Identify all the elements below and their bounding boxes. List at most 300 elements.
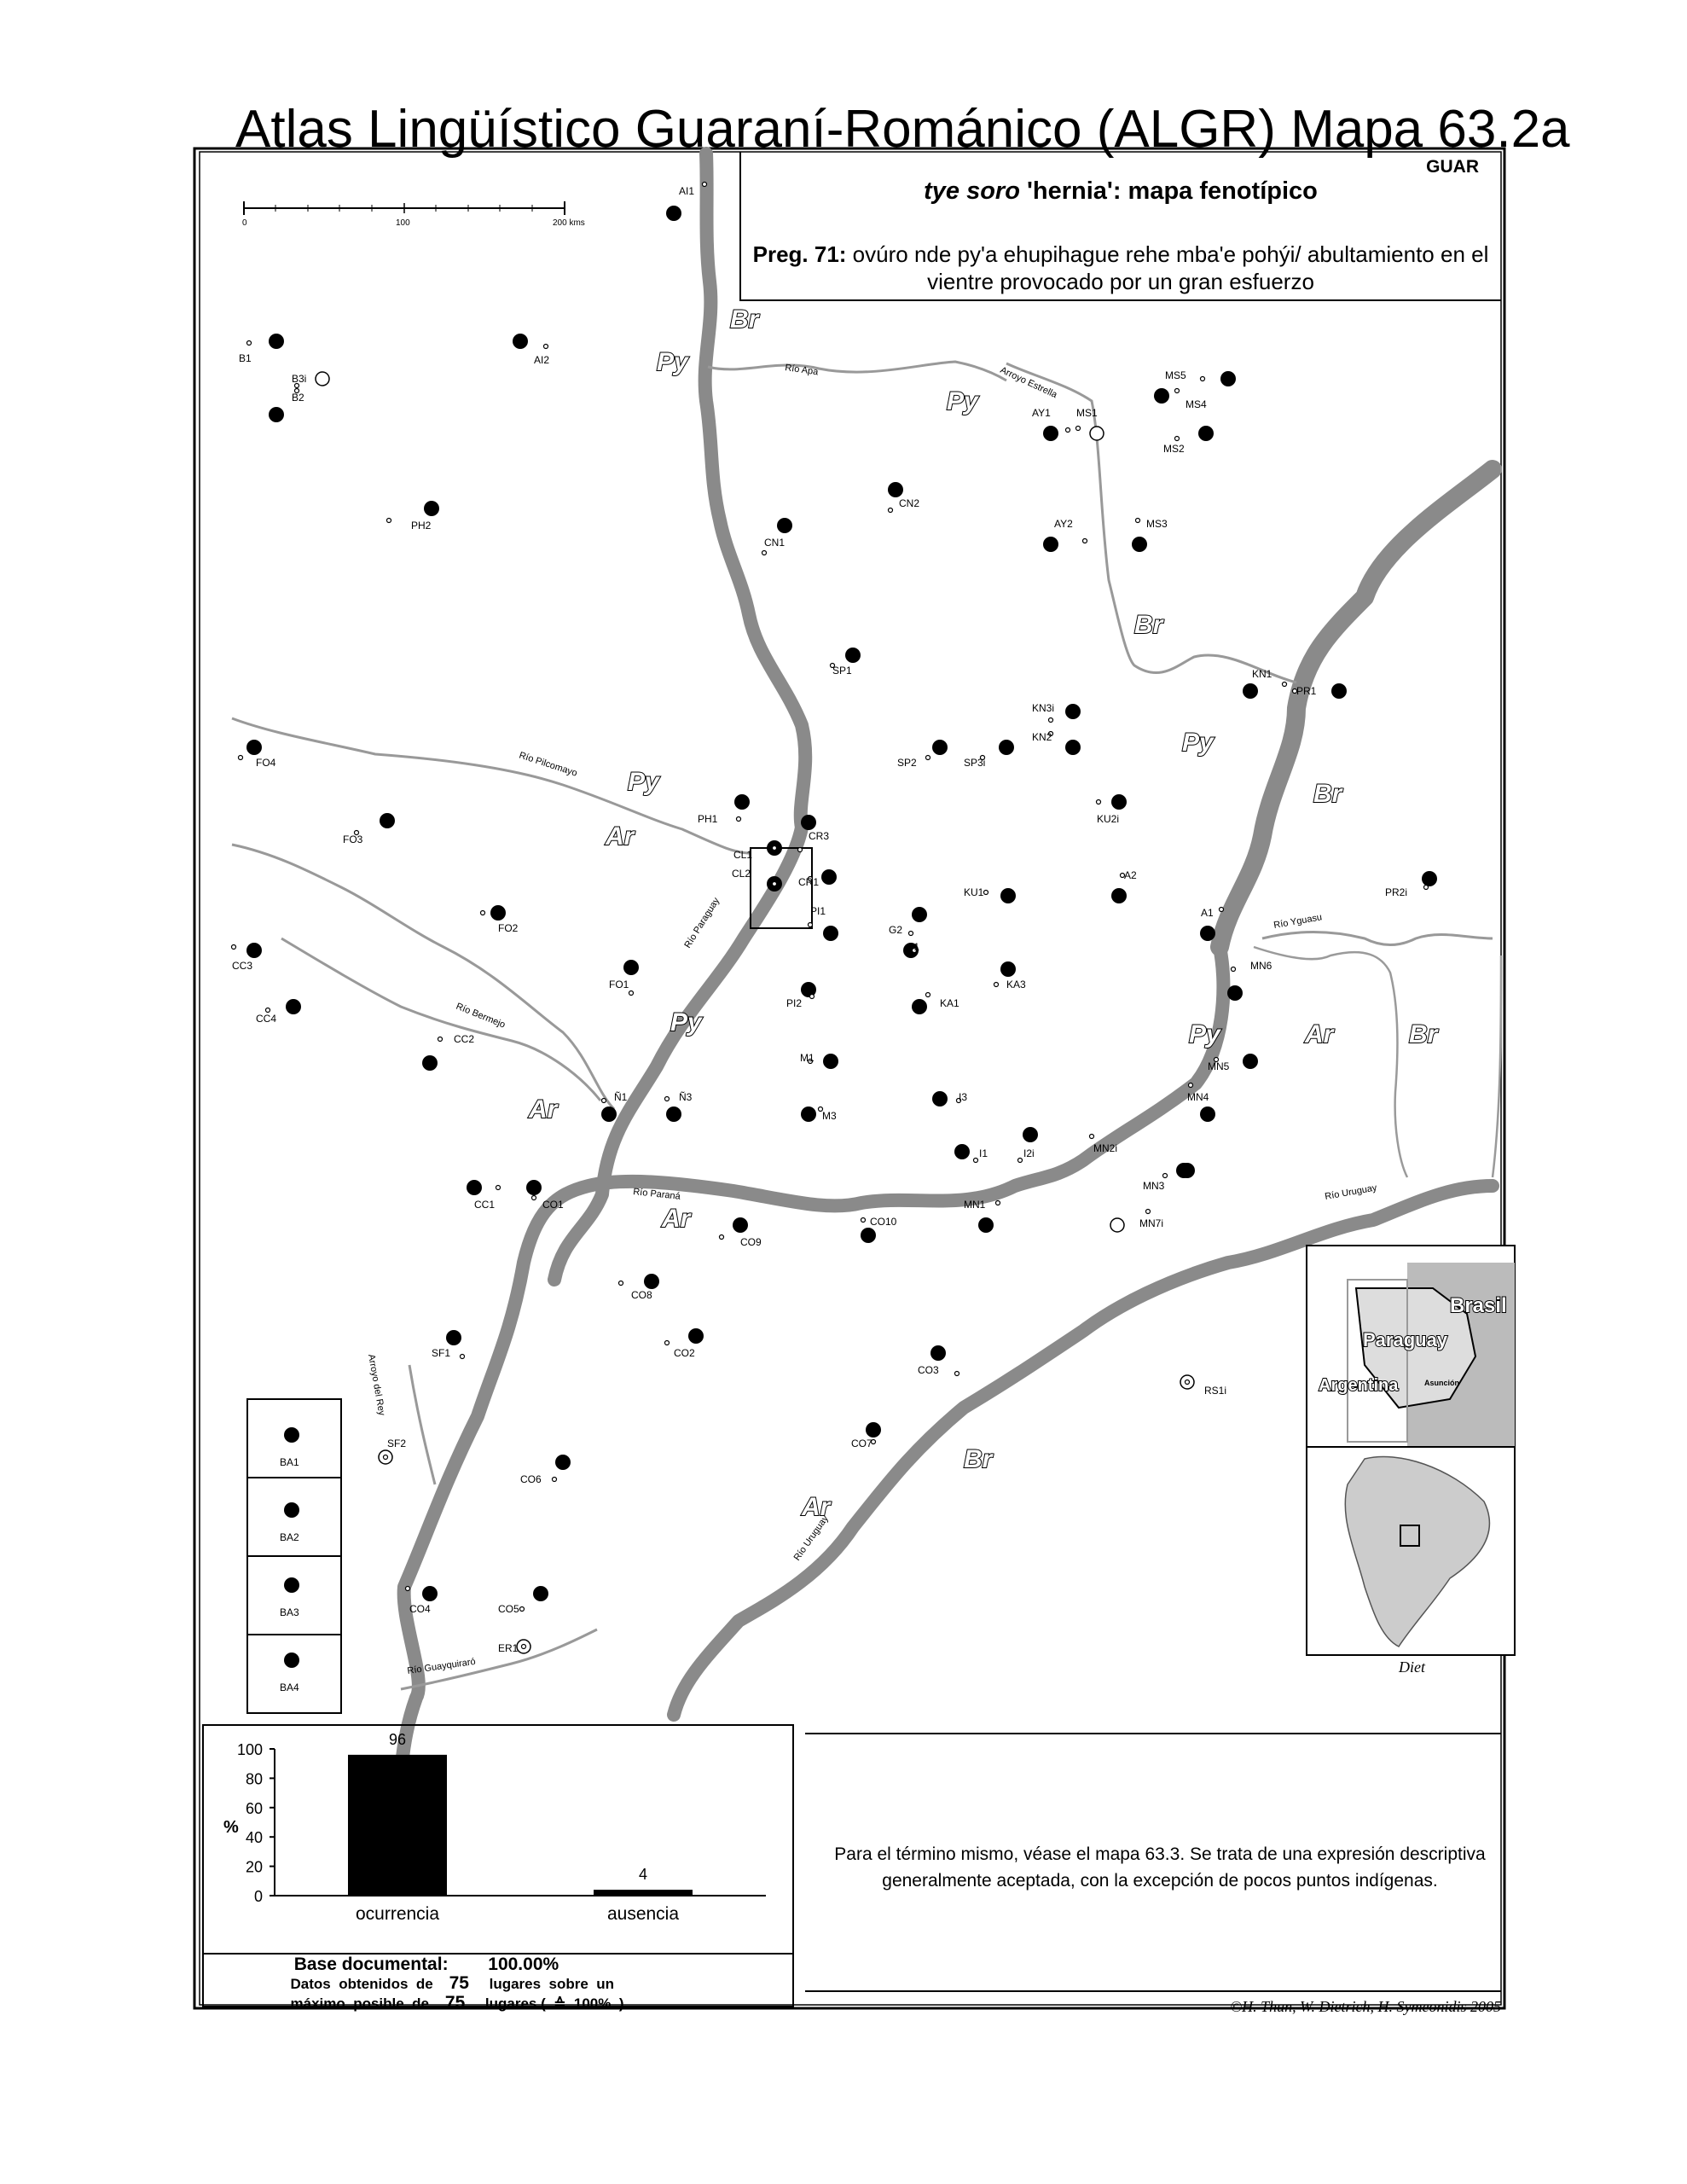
locality-pi2	[786, 982, 816, 1009]
locality-ku2i	[1097, 794, 1128, 825]
scale-bar	[242, 201, 585, 228]
region-label: Py	[657, 348, 688, 376]
occurrence-dot	[932, 740, 948, 755]
locality-point	[1424, 886, 1429, 890]
bar-ocurrencia	[348, 1755, 447, 1896]
occurrence-dot	[821, 869, 837, 885]
locality-ka3	[994, 961, 1027, 990]
occurrence-dot	[912, 999, 927, 1014]
bar-chart	[223, 1731, 766, 1924]
occurrence-dot	[533, 1586, 548, 1601]
river-parana-lower	[400, 947, 1223, 1817]
occurrence-dot	[954, 1144, 970, 1159]
locality-label: KA1	[940, 997, 959, 1009]
locality-point	[1018, 1159, 1023, 1163]
occurrence-dot	[930, 1345, 946, 1361]
locality-point	[1136, 519, 1140, 523]
locality-label: CO3	[918, 1364, 939, 1376]
base-line3-a: máximo posible de	[290, 1995, 430, 2012]
locality-label: AY1	[1032, 407, 1051, 419]
locality-point	[996, 1201, 1000, 1205]
locality-label: CO9	[740, 1236, 762, 1248]
locality-label: MS1	[1076, 407, 1098, 419]
locality-label: I1	[979, 1147, 988, 1159]
base-count-obtained: 75	[449, 1973, 469, 1993]
y-tick-label: 40	[245, 1829, 263, 1847]
locality-kn1	[1243, 668, 1287, 699]
locality-point	[232, 945, 236, 950]
locality-ay1	[1032, 407, 1070, 441]
locality-point	[926, 993, 930, 997]
locality-label: SP2	[897, 757, 917, 769]
river-label: Río Uruguay	[1324, 1182, 1378, 1202]
locality-label: G2	[889, 924, 903, 936]
occurrence-dot	[601, 1107, 617, 1122]
locality-mn6	[1227, 960, 1272, 1001]
occurrence-dot	[1331, 683, 1347, 699]
locality-point	[1146, 1210, 1151, 1214]
locality-point	[1186, 1380, 1190, 1385]
occurrence-dot	[490, 905, 506, 921]
occurrence-dot	[1176, 1163, 1191, 1178]
ba-label: BA1	[280, 1456, 299, 1468]
map-title	[740, 177, 1501, 206]
occurrence-dot	[1043, 426, 1058, 441]
locality-point	[629, 991, 634, 996]
map-title-rest: 'hernia': mapa fenotípico	[1019, 177, 1318, 205]
locality-cc2	[422, 1033, 474, 1071]
locality-label: CN2	[899, 497, 920, 509]
river-label: Río Bermejo	[454, 1001, 507, 1031]
river-label: Río Apa	[784, 363, 820, 378]
river-guayquiraro	[401, 1629, 597, 1689]
occurrence-dot	[1198, 426, 1214, 441]
occurrence-dot	[1000, 888, 1016, 903]
locality-cl2	[732, 868, 782, 892]
locality-label: G1	[906, 941, 920, 953]
locality-label: AI1	[679, 185, 695, 197]
category-label: ausencia	[606, 1904, 680, 1924]
occurrence-dot	[623, 960, 639, 975]
locality-point	[1232, 967, 1236, 972]
locality-label: Ñ1	[614, 1091, 628, 1103]
occurrence-dot	[666, 1107, 681, 1122]
locality-point	[926, 756, 930, 760]
locality-i1	[954, 1144, 988, 1163]
locality-co6	[520, 1455, 571, 1485]
locality-kn3i	[1032, 702, 1081, 723]
locality-rs1i	[1180, 1375, 1226, 1397]
inset-label-argentina: Argentina	[1319, 1376, 1399, 1395]
locality-point	[522, 1645, 526, 1649]
base-documental	[254, 1955, 800, 2013]
locality-point	[406, 1587, 410, 1591]
map-title-term: tye soro	[924, 177, 1020, 205]
locality-point	[720, 1235, 724, 1240]
locality-ay2	[1043, 518, 1087, 552]
occurrence-dot	[269, 407, 284, 422]
y-tick-label: 20	[245, 1858, 263, 1876]
category-label: ocurrencia	[355, 1904, 440, 1924]
scale-tick-200: 200 kms	[553, 218, 585, 228]
region-labels	[528, 305, 1440, 1521]
occurrence-dot	[823, 1054, 838, 1069]
locality-ms1	[1076, 407, 1104, 440]
locality-cc1	[467, 1180, 501, 1211]
locality-m1	[800, 1052, 838, 1069]
locality-ms5	[1165, 369, 1236, 386]
header-box	[740, 152, 1501, 300]
locality-ms2	[1163, 426, 1214, 455]
y-tick-label: 100	[236, 1741, 263, 1758]
locality-co9	[720, 1217, 762, 1248]
no-data-circle	[1110, 1218, 1124, 1232]
occurrence-dot	[1111, 888, 1127, 903]
region-label: Br	[730, 305, 759, 334]
occurrence-dot	[422, 1055, 438, 1071]
occurrence-dot	[1220, 371, 1236, 386]
occurrence-dot	[286, 999, 301, 1014]
locality-point	[861, 1218, 866, 1223]
occurrence-dot	[1111, 794, 1127, 810]
locality-label: SP3i	[964, 757, 986, 769]
locality-point	[1175, 389, 1180, 393]
occurrence-dot	[1227, 985, 1243, 1001]
river-bermejo	[281, 938, 600, 1101]
locality-sp2	[897, 740, 948, 769]
inset-label-brasil: Brasil	[1450, 1294, 1507, 1317]
locality-label: B3i	[292, 373, 307, 385]
locality-label: MN1	[964, 1199, 986, 1211]
locality-label: KU1	[964, 886, 984, 898]
locality-er1	[498, 1640, 530, 1654]
base-row-2	[254, 1974, 800, 1994]
locality-pr2i	[1385, 871, 1437, 898]
locality-label: MN3	[1143, 1180, 1165, 1192]
region-label: Ar	[1305, 1020, 1334, 1048]
locality-label: PH1	[698, 813, 718, 825]
locality-cl1	[733, 840, 782, 861]
locality-label: MS4	[1186, 398, 1207, 410]
locality-label: M1	[800, 1052, 815, 1064]
occurrence-dot	[1132, 537, 1147, 552]
locality-label: AY2	[1054, 518, 1073, 530]
locality-label: MN2i	[1093, 1142, 1118, 1154]
base-line2-a: Datos obtenidos de	[290, 1976, 433, 1992]
river-label: Río Pilcomayo	[518, 750, 579, 779]
locality-label: KU2i	[1097, 813, 1120, 825]
locality-label: CR1	[798, 876, 820, 888]
locality-point	[384, 1455, 388, 1460]
locality-label: CC1	[474, 1199, 496, 1211]
locality-point	[1097, 800, 1101, 804]
locality-label: CL1	[733, 849, 753, 861]
locality-sf2	[379, 1438, 406, 1464]
river-label: Río Yguasu	[1272, 912, 1323, 931]
question-label: Preg. 71:	[752, 241, 847, 267]
locality-label: KN3i	[1032, 702, 1055, 714]
occurrence-dot	[246, 943, 262, 958]
inset-regional-map	[1307, 1246, 1515, 1447]
map-frame-inner	[200, 152, 1501, 2005]
locality-label: MS5	[1165, 369, 1186, 381]
scale-tick-0: 0	[242, 218, 247, 228]
occurrence-dot	[1154, 388, 1169, 404]
locality-label: FO3	[343, 834, 363, 845]
locality-co3	[918, 1345, 959, 1376]
locality-b1	[239, 334, 284, 364]
locality-label: CO4	[409, 1603, 431, 1615]
ba1-dot	[284, 1427, 299, 1443]
inset-continent-map	[1307, 1447, 1515, 1655]
locality-point	[955, 1372, 959, 1376]
inset-label-asuncion: Asunción	[1424, 1379, 1460, 1387]
inset-credit: Diet	[1399, 1658, 1425, 1676]
locality-b2	[269, 389, 304, 423]
occurrence-dot	[1065, 704, 1081, 719]
locality-point	[762, 551, 767, 555]
locality-mn1	[964, 1199, 1000, 1233]
occurrence-dot	[1243, 1054, 1258, 1069]
region-label: Br	[1313, 780, 1342, 808]
locality-sf1	[432, 1330, 465, 1359]
locality-label: KN2	[1032, 731, 1052, 743]
locality-label: AI2	[534, 354, 550, 366]
locality-point	[1066, 428, 1070, 433]
region-label: Ar	[606, 822, 635, 851]
locality-point	[387, 519, 391, 523]
locality-label: FO4	[256, 757, 276, 769]
locality-mn3	[1143, 1163, 1191, 1192]
occurrence-dot	[1200, 1107, 1215, 1122]
locality-point	[544, 345, 548, 349]
region-label: Br	[1409, 1020, 1438, 1048]
locality-point	[247, 341, 252, 346]
river-label: Río Paraná	[632, 1187, 681, 1202]
occurrence-dot	[644, 1274, 659, 1289]
river-pilcomayo	[232, 718, 751, 853]
region-label: Ar	[529, 1095, 558, 1124]
base-line3-b: lugares ( ≙ 100% )	[484, 1995, 624, 2012]
locality-point	[703, 183, 707, 187]
occurrence-dot	[688, 1328, 704, 1344]
locality-point	[1220, 908, 1224, 912]
locality-label: Ñ3	[679, 1091, 693, 1103]
locality-point	[553, 1478, 557, 1482]
locality-label: CN1	[764, 537, 786, 549]
base-percent: 100.00%	[488, 1955, 559, 1974]
region-label: Py	[628, 768, 659, 796]
occurrence-dot	[513, 334, 528, 349]
locality-fo4	[239, 740, 276, 769]
region-label: Py	[947, 387, 978, 415]
no-data-circle	[316, 372, 329, 386]
locality-label: SF1	[432, 1347, 451, 1359]
river-northwest	[232, 845, 614, 1109]
occurrence-dot	[666, 206, 681, 221]
locality-label: FO2	[498, 922, 519, 934]
occurrence-dot	[823, 926, 838, 941]
occurrence-dot	[467, 1180, 482, 1195]
base-label: Base documental:	[293, 1955, 449, 1974]
y-tick-label: 80	[245, 1770, 263, 1788]
locality-point	[665, 1341, 670, 1345]
ba2-dot	[284, 1502, 299, 1518]
locality-cr1	[798, 869, 837, 888]
locality-label: M3	[822, 1110, 837, 1122]
locality-label: I3	[959, 1091, 968, 1103]
locality-point	[602, 1099, 606, 1103]
locality-label: CC4	[256, 1013, 277, 1025]
ba-label: BA2	[280, 1531, 299, 1543]
locality-pr1	[1293, 683, 1348, 699]
locality-label: PH2	[411, 520, 432, 531]
locality-g2	[889, 907, 927, 936]
occurrence-dot	[422, 1586, 438, 1601]
occurrence-dot	[1043, 537, 1058, 552]
locality-label: CC3	[232, 960, 253, 972]
locality-point	[773, 846, 777, 851]
locality-point	[665, 1097, 670, 1101]
locality-point	[809, 923, 813, 927]
region-label: Ar	[662, 1205, 691, 1233]
locality-layer	[232, 183, 1438, 1655]
locality-m3	[801, 1107, 837, 1122]
region-label: Py	[1189, 1020, 1220, 1048]
occurrence-dot	[866, 1422, 881, 1438]
occurrence-dot	[733, 1217, 748, 1233]
ba-label: BA3	[280, 1606, 299, 1618]
base-line2-b: lugares sobre un	[489, 1976, 615, 1992]
occurrence-dot	[526, 1180, 542, 1195]
bar-value-label: 4	[638, 1866, 648, 1884]
occurrence-dot	[446, 1330, 461, 1345]
occurrence-dot	[861, 1228, 876, 1243]
copyright: ©H. Thun, W. Dietrich, H. Symeonidis 2005	[1230, 1998, 1501, 2015]
locality-label: CO6	[520, 1473, 542, 1485]
locality-co7	[851, 1422, 881, 1449]
locality-label: PI2	[786, 997, 803, 1009]
region-label: Br	[964, 1445, 993, 1473]
locality-cn1	[762, 518, 793, 555]
question	[749, 241, 1493, 295]
locality-label: SP1	[832, 665, 852, 677]
locality-fo2	[481, 905, 519, 934]
occurrence-dot	[845, 648, 861, 663]
scale-tick-100: 100	[396, 218, 410, 228]
locality-label: CR3	[809, 830, 830, 842]
locality-co2	[665, 1328, 704, 1359]
y-tick-label: 0	[253, 1888, 263, 1905]
locality-ms3	[1132, 518, 1168, 552]
river-arroyo-del-rey	[409, 1365, 435, 1484]
locality-a2	[1111, 869, 1137, 903]
occurrence-dot	[424, 501, 439, 516]
region-label: Ar	[802, 1493, 831, 1521]
river-parana-upper	[1220, 469, 1493, 947]
locality-ph1	[698, 794, 750, 825]
locality-label: B2	[292, 392, 304, 404]
locality-ai2	[513, 334, 549, 366]
locality-point	[889, 508, 893, 513]
locality-sp1	[831, 648, 861, 677]
occurrence-dot	[801, 1107, 816, 1122]
locality-label: CO2	[674, 1347, 695, 1359]
comment-text: Para el término mismo, véase el mapa 63.3. Se trata de una expresión descriptiva generalmente aceptada, con la excepción de pocos puntos indígenas.	[834, 1844, 1486, 1891]
locality-label: PR2i	[1385, 886, 1408, 898]
map-frame-outer	[194, 148, 1504, 2008]
locality-co5	[498, 1586, 548, 1615]
occurrence-dot	[1243, 683, 1258, 699]
occurrence-dot	[734, 794, 750, 810]
locality-label: CO7	[851, 1438, 872, 1449]
locality-label: FO1	[609, 979, 629, 990]
occurrence-dot	[999, 740, 1014, 755]
locality-label: MN4	[1187, 1091, 1209, 1103]
locality-fo1	[609, 960, 639, 996]
occurrence-dot	[1065, 740, 1081, 755]
locality-point	[532, 1196, 536, 1200]
occurrence-dot	[246, 740, 262, 755]
ba4-dot	[284, 1653, 299, 1668]
locality-g1	[903, 941, 919, 958]
locality-point	[1163, 1174, 1168, 1178]
occurrence-dot	[555, 1455, 571, 1470]
y-axis-label: %	[223, 1818, 239, 1837]
river-label: Arroyo Estrella	[998, 364, 1059, 401]
river-label: Río Paraguay	[682, 896, 722, 950]
occurrence-dot	[932, 1091, 948, 1107]
locality-co10	[861, 1216, 897, 1243]
y-tick-label: 60	[245, 1799, 263, 1817]
bar-ausencia	[594, 1890, 693, 1896]
locality-label: MS2	[1163, 443, 1185, 455]
locality-ku1	[964, 886, 1016, 903]
river-yguasu	[1262, 932, 1493, 945]
locality-label: CO10	[870, 1216, 897, 1228]
region-label: Py	[1182, 729, 1214, 757]
locality-point	[773, 882, 777, 886]
locality-point	[798, 848, 803, 852]
locality-fo3	[343, 813, 395, 845]
question-text: ovúro nde py'a ehupihague rehe mba'e pohýi/ abultamiento en el vientre provocado por un gran esfuerzo	[846, 241, 1489, 294]
locality-b3i	[292, 372, 329, 388]
ba-label: BA4	[280, 1682, 299, 1693]
river-apa	[708, 362, 1006, 380]
locality-point	[1283, 682, 1287, 687]
region-label: Py	[670, 1008, 702, 1037]
locality-label: CL2	[732, 868, 751, 880]
locality-point	[1201, 377, 1205, 381]
locality-label: CO8	[631, 1289, 652, 1301]
locality-label: I2i	[1023, 1147, 1035, 1159]
base-row-1	[254, 1955, 800, 1974]
no-data-circle	[1090, 427, 1104, 440]
map-code: GUAR	[1426, 157, 1479, 177]
locality-cc3	[232, 943, 263, 972]
locality-point	[1175, 437, 1180, 441]
locality-point	[1090, 1135, 1094, 1139]
locality-label: SF2	[387, 1438, 407, 1449]
locality-label: A2	[1124, 869, 1137, 881]
locality-point	[810, 995, 815, 999]
bar-value-label: 96	[388, 1730, 407, 1748]
ba-boxes	[247, 1399, 341, 1713]
locality-label: CO1	[542, 1199, 564, 1211]
locality-label: B1	[239, 352, 252, 364]
locality-point	[266, 1008, 270, 1013]
occurrence-dot	[777, 518, 792, 533]
